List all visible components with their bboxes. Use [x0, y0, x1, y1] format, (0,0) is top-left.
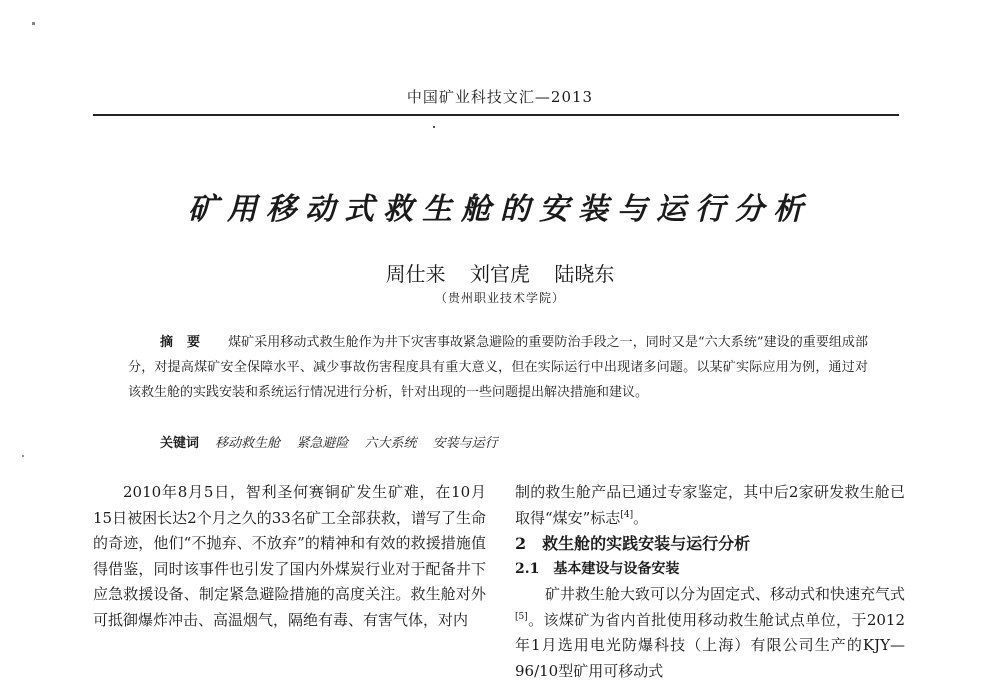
keyword: 六大系统 [364, 436, 417, 451]
keywords-label: 关键词 [160, 436, 200, 451]
body-paragraph [515, 480, 905, 531]
scan-speck [433, 126, 435, 128]
keyword: 移动救生舱 [215, 436, 281, 451]
abstract-text: 煤矿采用移动式救生舱作为井下灾害事故紧急避险的重要防治手段之一，同时又是“六大系统”建设的重要组成部分，对提高煤矿安全保障水平、减少事故伤害程度具有重大意义，但在实际运行中出现诸多问题。以某矿实际应用为例，通过对该救生舱的实践安装和系统运行情况进行分析，针对出现的一些问题提出解决措施和建议。 [128, 335, 868, 400]
keyword: 紧急避险 [296, 436, 349, 451]
abstract [128, 330, 868, 405]
paragraph-text: 矿井救生舱大致可以分为固定式、移动式和快速充气式 [545, 585, 906, 603]
section-heading: 2 救生舱的实践安装与运行分析 [515, 534, 751, 553]
author-name: 周仕来 [385, 262, 446, 286]
subsection-heading: 2.1 基本建设与设备安装 [515, 560, 680, 577]
affiliation: （贵州职业技术学院） [434, 291, 565, 305]
keyword: 安装与运行 [432, 436, 498, 451]
scan-speck [22, 455, 24, 457]
paper-title: 矿用移动式救生舱的安装与运行分析 [188, 192, 812, 227]
journal-header: 中国矿业科技文汇—2013 [406, 88, 594, 106]
citation-ref: [5] [515, 611, 528, 622]
author-name: 刘官虎 [470, 262, 530, 286]
paragraph-text: 。 [633, 508, 649, 527]
author-name: 陆晓东 [554, 262, 615, 286]
header-rule [93, 114, 899, 116]
citation-ref: [4] [620, 509, 634, 520]
left-column [93, 480, 486, 633]
body-paragraph: 2010年8月5日，智利圣何赛铜矿发生矿难，在10月15日被困长达2个月之久的33名矿工全部获救，谱写了生命的奇迹，他们“不抛弃、不放弃”的精神和有效的救援措施值得借鉴，同时该事件也引发了国内外煤炭行业对于配备井下应急救援设备、制定紧急避险措施的高度关注。救生舱对外可抵御爆炸冲击、高温烟气，隔绝有毒、有害气体，对内 [93, 483, 486, 629]
paragraph-text: 制的救生舱产品已通过专家鉴定，其中后2家研发救生舱已取得“煤安”标志 [515, 483, 905, 527]
abstract-label: 摘要 [160, 335, 215, 350]
right-column [515, 480, 905, 684]
body-paragraph [515, 582, 905, 684]
paragraph-text: 。该煤矿为省内首批使用移动救生舱试点单位，于2012年1月选用电光防爆科技（上海）有限公司生产的KJY—96/10型矿用可移动式 [515, 610, 905, 680]
author-list [0, 258, 1000, 287]
keywords [160, 432, 510, 451]
scan-speck [32, 22, 35, 25]
